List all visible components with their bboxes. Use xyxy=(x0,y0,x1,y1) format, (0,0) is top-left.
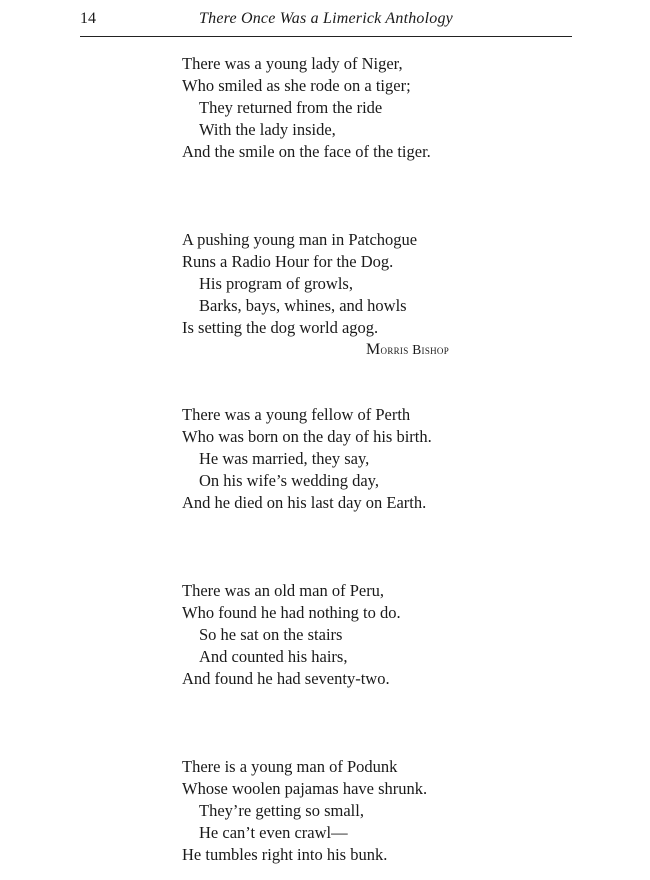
poem-line: There was a young lady of Niger, xyxy=(182,54,403,73)
poem-line: And found he had seventy-two. xyxy=(182,669,390,688)
poem-line: Is setting the dog world agog. xyxy=(182,318,379,337)
poem-line: Who was born on the day of his birth. xyxy=(182,427,432,446)
poem-line: On his wife’s wedding day, xyxy=(199,471,379,490)
running-header xyxy=(80,10,572,37)
poem-line: He can’t even crawl— xyxy=(199,823,348,842)
poem-line: Barks, bays, whines, and howls xyxy=(199,296,407,315)
poem-line: There is a young man of Podunk xyxy=(182,757,398,776)
limerick-5 xyxy=(182,756,502,866)
limerick-2 xyxy=(182,229,502,339)
running-title: There Once Was a Limerick Anthology xyxy=(199,10,453,27)
poem-line: They returned from the ride xyxy=(199,98,383,117)
poem-line: And he died on his last day on Earth. xyxy=(182,493,427,512)
poem-line: Runs a Radio Hour for the Dog. xyxy=(182,252,394,271)
page-number: 14 xyxy=(80,10,96,27)
limerick-1 xyxy=(182,53,502,163)
limerick-4 xyxy=(182,580,502,690)
poem-line: Who smiled as she rode on a tiger; xyxy=(182,76,411,95)
poem-line: He tumbles right into his bunk. xyxy=(182,845,388,864)
poem-line: And counted his hairs, xyxy=(199,647,348,666)
poem-line: There was a young fellow of Perth xyxy=(182,405,411,424)
poem-line: And the smile on the face of the tiger. xyxy=(182,142,431,161)
poem-line: With the lady inside, xyxy=(199,120,336,139)
poem-line: They’re getting so small, xyxy=(199,801,364,820)
limerick-3 xyxy=(182,404,502,514)
poem-line: He was married, they say, xyxy=(199,449,370,468)
poem-line: Who found he had nothing to do. xyxy=(182,603,401,622)
poem-line: A pushing young man in Patchogue xyxy=(182,230,418,249)
poem-line: Whose woolen pajamas have shrunk. xyxy=(182,779,428,798)
poem-line: His program of growls, xyxy=(199,274,353,293)
poem-author: Morris Bishop xyxy=(366,341,450,358)
poem-line: There was an old man of Peru, xyxy=(182,581,385,600)
poem-line: So he sat on the stairs xyxy=(199,625,343,644)
